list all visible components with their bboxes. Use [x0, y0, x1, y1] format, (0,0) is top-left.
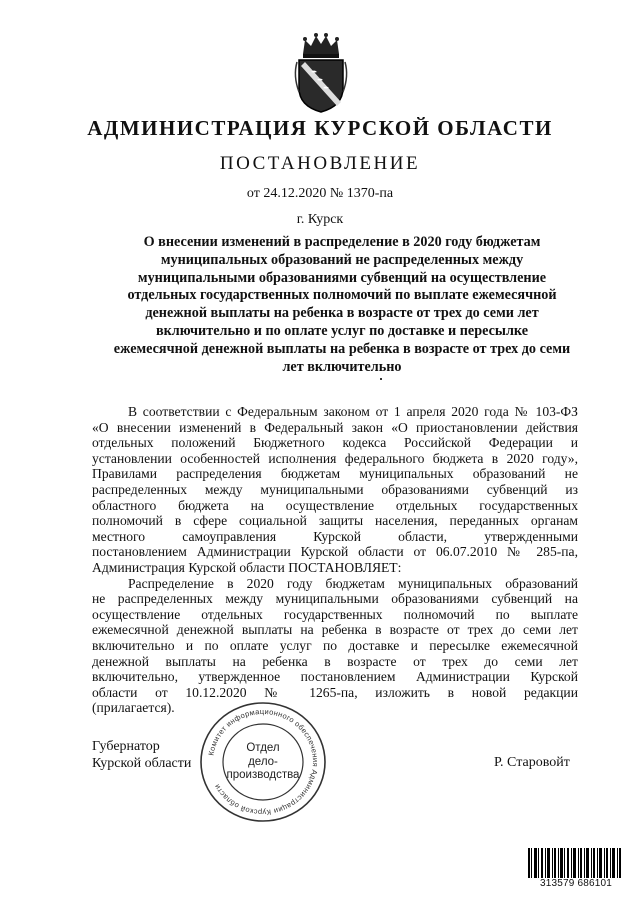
title-line: О внесении изменений в распределение в 2020 году бюджетам [143, 234, 541, 250]
stamp-ring-text: Комитет информационного обеспечения Администрации Курской области [206, 706, 321, 818]
body-line: «О внесении изменений в Федеральный закон «О приостановлении действия [92, 419, 578, 435]
body-line: Администрация Курской области ПОСТАНОВЛЯЕТ: [92, 559, 402, 575]
body-line: отдельных положений Бюджетного кодекса Российской Федерации и [92, 435, 578, 451]
body-line: включительно и по оплате услуг по доставке и пересылке ежемесячной [92, 637, 578, 653]
body-line: Правилами распределения бюджетам муниципальных образований не [92, 466, 578, 482]
body-line: местного самоуправления Курской области, утвержденными [92, 528, 578, 544]
body-line: осуществление отдельных государственных полномочий по выплате [92, 606, 578, 622]
body-line: постановлением Администрации Курской области от 06.07.2010 № 285-па, [92, 544, 578, 560]
paragraph-1 [92, 404, 578, 576]
body-line: денежной выплаты на ребенка в возрасте от трех до семи лет [92, 653, 578, 669]
body-line: В соответствии с Федеральным законом от 1 апреля 2020 года № 103-ФЗ [128, 404, 578, 419]
body-line: распределенных между муниципальными образованиями субвенций из [92, 481, 578, 497]
title-line: лет включительно [282, 358, 402, 375]
body-line: (прилагается). [92, 700, 175, 716]
document-type: ПОСТАНОВЛЕНИЕ [219, 153, 421, 174]
title-line: денежной выплаты на ребенка в возрасте от трех до семи лет [145, 305, 539, 322]
body-line: ежемесячной денежной выплаты на ребенка в возрасте от трех до семи лет [92, 622, 578, 638]
body-line: полномочий в сфере социальной защиты населения, переданных органам [92, 513, 578, 529]
stamp-center-line: Отдел [246, 742, 280, 754]
signatory-name: Р. Старовойт [494, 755, 570, 770]
stamp-center-line: дело- [248, 755, 278, 768]
title-line: ежемесячной денежной выплаты на ребенка в возрасте от трех до семи [113, 340, 571, 357]
organization-name: АДМИНИСТРАЦИЯ КУРСКОЙ ОБЛАСТИ [87, 116, 553, 140]
body-line: области от 10.12.2020 № 1265-па, изложить в новой редакции [92, 684, 578, 700]
stamp-center-line: производства [226, 769, 300, 781]
paragraph-2 [92, 576, 578, 716]
coat-of-arms-emblem [291, 32, 351, 114]
title-line: муниципальных образований не распределенных между [160, 251, 524, 268]
stamp-center-text [198, 742, 328, 783]
body-line: Распределение в 2020 году бюджетам муниципальных образований [128, 575, 578, 591]
title-line: муниципальными образованиями субвенций на осуществление [137, 269, 547, 286]
body-line: установлении особенностей исполнения федерального бюджета в 2020 году», [92, 450, 578, 466]
city-name: г. Курск [296, 212, 344, 227]
body-line: областного бюджета на осуществление отдельных государственных [92, 497, 578, 513]
stray-mark [380, 378, 382, 380]
document-number: от 24.12.2020 № 1370-па [246, 186, 394, 201]
document-body [92, 404, 578, 716]
signatory-position-line2: Курской области [92, 756, 192, 771]
barcode-number: 313579 686101 [526, 878, 626, 889]
title-line: отдельных государственных полномочий по выплате ежемесячной [127, 287, 557, 304]
body-line: не распределенных между муниципальными образованиями субвенций на [92, 591, 578, 607]
signatory-position [92, 738, 191, 772]
signatory-position-line1: Губернатор [92, 739, 160, 754]
title-line: включительно и по оплате услуг по доставке и пересылке [155, 322, 529, 339]
document-title [110, 234, 574, 376]
body-line: включительно, утвержденное постановлением Администрации Курской [92, 669, 578, 685]
